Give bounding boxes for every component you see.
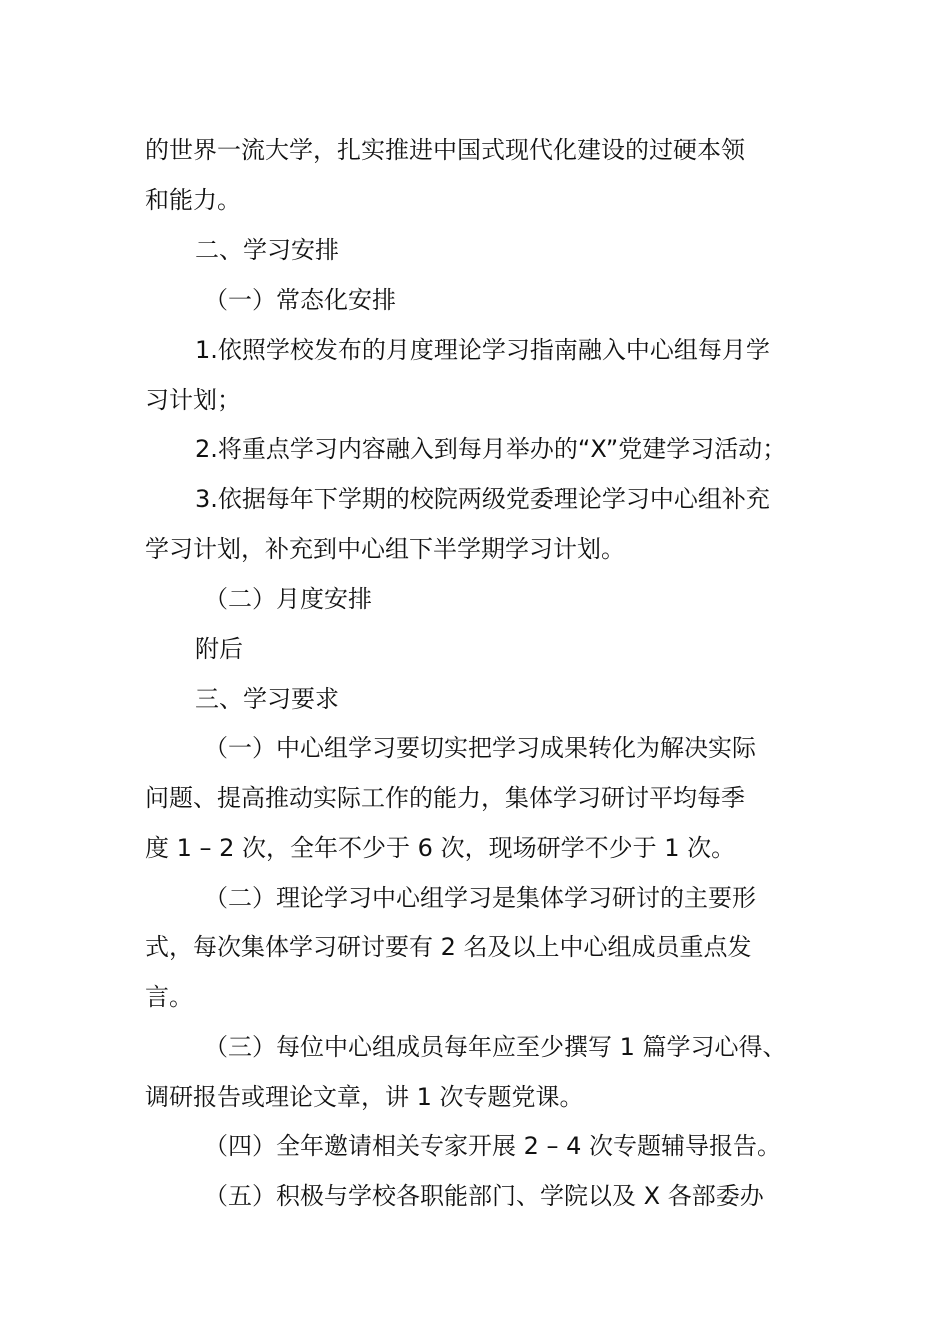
paragraph-line: （二）理论学习中心组学习是集体学习研讨的主要形 [204,884,756,912]
subsection-heading: （一）常态化安排 [204,286,396,314]
paragraph-line: （三）每位中心组成员每年应至少撰写 1 篇学习心得、 [204,1033,787,1061]
paragraph-line: 和能力。 [145,186,241,214]
paragraph-line: 3.依据每年下学期的校院两级党委理论学习中心组补充 [195,485,770,513]
paragraph-line: 问题、提高推动实际工作的能力，集体学习研讨平均每季 [145,784,745,812]
paragraph-line: （四）全年邀请相关专家开展 2 – 4 次专题辅导报告。 [204,1132,782,1160]
subsection-heading: （二）月度安排 [204,585,372,613]
paragraph-line: （一）中心组学习要切实把学习成果转化为解决实际 [204,734,756,762]
paragraph-line: 度 1 – 2 次，全年不少于 6 次，现场研学不少于 1 次。 [145,834,736,862]
paragraph-line: 学习计划，补充到中心组下半学期学习计划。 [145,535,625,563]
paragraph-line: 式，每次集体学习研讨要有 2 名及以上中心组成员重点发 [145,933,752,961]
paragraph-line: 调研报告或理论文章，讲 1 次专题党课。 [145,1083,584,1111]
paragraph-line: 的世界一流大学，扎实推进中国式现代化建设的过硬本领 [145,136,745,164]
paragraph-line: 2.将重点学习内容融入到每月举办的“X”党建学习活动； [195,435,787,463]
paragraph-line: 附后 [195,635,243,663]
paragraph-line: 言。 [145,983,193,1011]
paragraph-line: （五）积极与学校各职能部门、学院以及 X 各部委办 [204,1182,764,1210]
section-heading: 二、学习安排 [195,236,339,264]
paragraph-line: 习计划； [145,386,241,414]
section-heading: 三、学习要求 [195,685,339,713]
paragraph-line: 1.依照学校发布的月度理论学习指南融入中心组每月学 [195,336,770,364]
